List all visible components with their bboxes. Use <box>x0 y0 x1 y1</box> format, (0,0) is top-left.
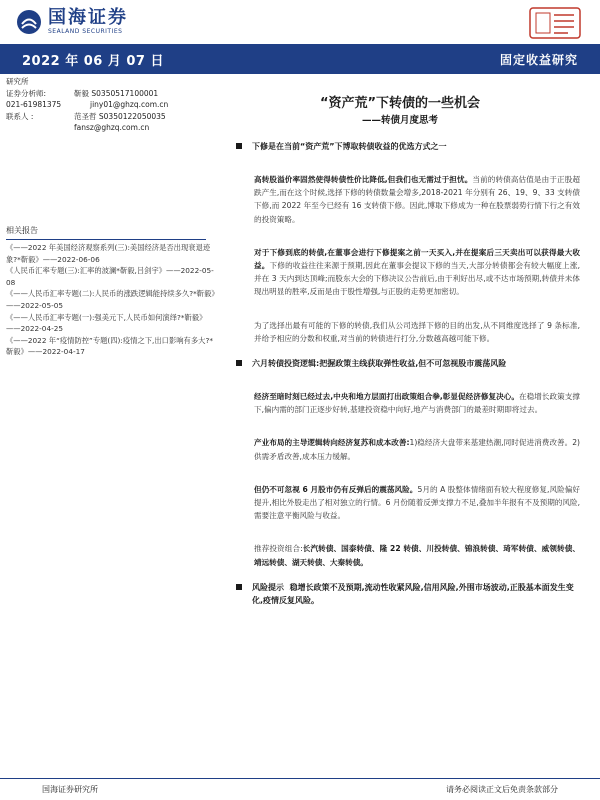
footer-divider <box>0 778 600 779</box>
analyst-cert: S0350517100001 <box>91 88 159 98</box>
risk-text-wrap <box>252 581 580 607</box>
bullet-icon <box>236 584 242 590</box>
related-divider <box>6 239 206 240</box>
analyst-line-4 <box>6 122 214 134</box>
related-report-item[interactable]: 《人民币汇率专题(三):汇率的波澜*靳毅,吕剑宇》——2022-05-08 <box>6 266 214 287</box>
risk-label: 风险提示 <box>252 582 284 592</box>
paragraph-7 <box>254 542 580 568</box>
footer-institute: 国海证券研究所 <box>42 785 98 794</box>
paragraph-lead: 高转股溢价率固然使得转债性价比降低,但我们也无需过于担忧。 <box>254 175 473 184</box>
analyst-line-1 <box>6 88 214 100</box>
bullet-icon <box>236 143 242 149</box>
brand-name-en: SEALAND SECURITIES <box>48 28 123 35</box>
related-report-item[interactable]: 《——2022 年“疫情防控”专题(四):疫情之下,出口影响有多大?*靳毅》——2022-04-17 <box>6 335 213 357</box>
analyst-line-3 <box>6 111 214 123</box>
section-heading-1 <box>234 140 580 153</box>
paragraph-body: 为了选择出最有可能的下修的转债,我们从公司选择下修的目的出发,从不同维度选择了 9 条标准,并给予相应的分数和权重,对当前的转债进行打分,分数越高越可能下修。 <box>254 320 580 343</box>
analyst-line-2 <box>6 99 214 111</box>
section-heading-2 <box>234 357 580 370</box>
paragraph-6 <box>254 483 580 523</box>
paragraph-3 <box>254 319 580 345</box>
header-banner <box>0 44 600 74</box>
seal-stamp-icon <box>528 6 582 40</box>
section-heading-text: 下修是在当前“资产荒”下博取转债收益的优选方式之一 <box>252 142 447 151</box>
report-date: 2022 年 06 月 07 日 <box>22 54 164 69</box>
report-subtitle: ——转债月度思考 <box>361 115 438 126</box>
contact-email[interactable]: fansz@ghzq.com.cn <box>74 123 150 132</box>
paragraph-body: 下修的收益往往来源于预期,因此在董事会提议下修的当天,大部分转债都会有较大幅度上涨,并在 3 天内到达顶峰;而股东大会的下修决议公告前后,由于利好出尽,或不达市场预期,转债并未体现出明显的胜率,反而是由于股性增强,与正股的走势更加密切。 <box>254 261 581 297</box>
dept-label: 研究所 <box>6 77 29 86</box>
paragraph-lead: 产业布局的主导逻辑转向经济复苏和成本改善: <box>254 438 410 448</box>
portfolio-list: 长汽转债、国泰转债、隆 22 转债、川投转债、锦浪转债、琦军转债、威领转债、靖远转债、湖天转债、大秦转债。 <box>254 544 580 567</box>
sealand-logo-icon <box>16 9 42 35</box>
paragraph-lead: 但仍不可忽视 6 月股市仍有反弹后的震荡风险。 <box>254 484 418 494</box>
brand-name-cn: 国海证券 <box>48 7 128 28</box>
contact-role: 联系人 : <box>6 111 34 121</box>
related-report-item[interactable]: 《——人民币汇率专题(一):强美元下,人民币如何演绎?*靳毅》——2022-04-25 <box>6 312 207 334</box>
footer-disclaimer: 请务必阅读正文后免责条款部分 <box>446 785 558 794</box>
paragraph-lead: 对于下修到底的转债,在董事会进行下修提案之前一天买入,并在提案后三天卖出可以获得最大收益。 <box>254 247 580 271</box>
portfolio-label: 推荐投资组合: <box>254 544 303 554</box>
paragraph-4 <box>254 390 580 416</box>
paragraph-body: 5月的 A 股整体情绪面有较大程度修复,风险偏好提升,相比外股走出了相对独立的行情。6 月份随着反弹支撑力不足,叠加半年报有不及预期的风险,需要注意平衡风险与收益。 <box>254 484 580 521</box>
bullet-icon <box>236 360 242 366</box>
paragraph-body: 当前的转债高估值是由于正股超跌产生,而在这个时候,选择下修的转债数量会增多,2018-2021 年分别有 26、19、9、33 支转债下修,而 2022 年至今已经有 16 支转债下修。因此,博取下修成为一种在股票弱势行情下行之有效的投资策略。 <box>254 175 580 224</box>
related-report-item[interactable]: 《——人民币汇率专题(二):人民币的涨跌逻辑能持续多久?*靳毅》——2022-05-05 <box>6 289 216 310</box>
analyst-name: 靳毅 <box>74 88 89 98</box>
risk-row <box>234 581 580 607</box>
paragraph-2 <box>254 246 580 299</box>
related-reports-list <box>6 242 216 358</box>
brand-logo <box>16 8 128 36</box>
related-reports-title: 相关报告 <box>6 226 38 235</box>
section-heading-text: 六月转债投资逻辑:把握政策主线获取弹性收益,但不可忽视股市震荡风险 <box>252 359 507 369</box>
contact-cert: S0350122050035 <box>98 111 166 121</box>
paragraph-1 <box>254 173 580 226</box>
related-report-item[interactable]: 《——2022 年美国经济观察系列(三):美国经济是否出现衰退迹象?*靳毅》——2022-06-06 <box>6 243 211 264</box>
paragraph-5 <box>254 436 580 462</box>
analyst-email[interactable]: jiny01@ghzq.com.cn <box>90 100 169 109</box>
contact-name: 范圣哲 <box>74 111 97 121</box>
paragraph-lead: 经济至暗时刻已经过去,中央和地方层面打出政策组合拳,彰显促经济修复决心。 <box>254 392 520 402</box>
analyst-role: 证券分析师: <box>6 88 47 98</box>
analyst-phone: 021-61981375 <box>6 100 62 109</box>
paragraph-body: 1)稳经济大盘带来基建热潮,同时促进消费改善。2)供需矛盾改善,成本压力缓解。 <box>254 438 580 461</box>
paragraph-body: 在稳增长政策支撑下,偏内需的部门正逐步好转,基建投资稳中向好,地产与消费部门的最差时期即将过去。 <box>254 392 581 415</box>
report-category: 固定收益研究 <box>499 53 578 67</box>
analyst-info <box>6 76 214 134</box>
risk-text: 稳增长政策不及预期,流动性收紧风险,信用风险,外围市场波动,正股基本面发生变化,疫情反复风险。 <box>252 582 574 605</box>
report-title: “资产荒”下转债的一些机会 <box>319 96 481 111</box>
main-content <box>234 140 580 607</box>
